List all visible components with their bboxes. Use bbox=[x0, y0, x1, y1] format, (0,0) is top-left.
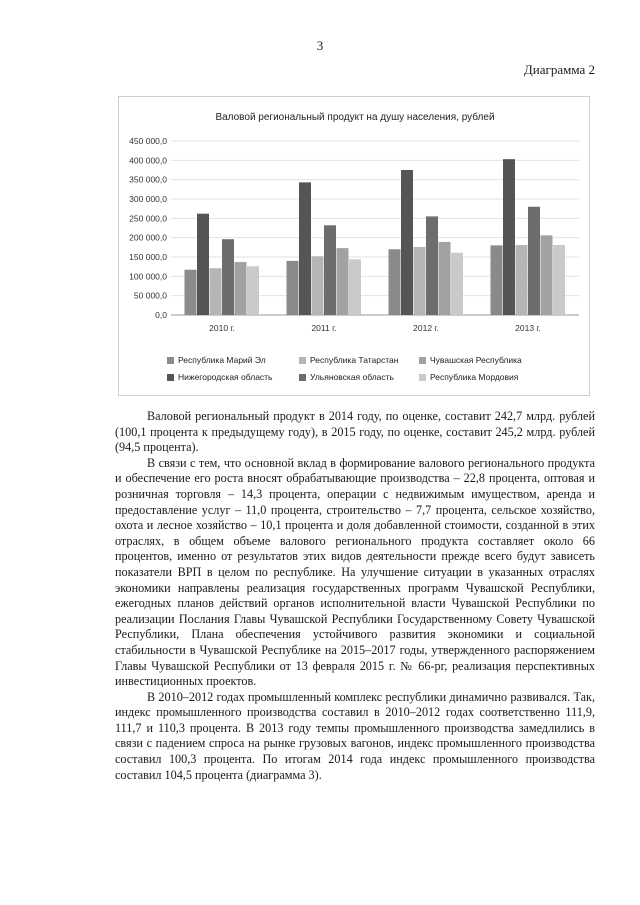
x-axis-ticks bbox=[209, 323, 541, 333]
y-axis-ticks bbox=[129, 136, 167, 320]
bar bbox=[324, 225, 336, 315]
legend-swatch bbox=[299, 357, 306, 364]
bar bbox=[299, 182, 311, 315]
y-tick-label: 200 000,0 bbox=[129, 232, 167, 243]
y-tick-label: 50 000,0 bbox=[133, 290, 167, 301]
legend-swatch bbox=[419, 357, 426, 364]
bar bbox=[235, 262, 247, 315]
diagram-label: Диаграмма 2 bbox=[523, 62, 595, 77]
bar bbox=[337, 248, 349, 315]
x-tick-label: 2012 г. bbox=[413, 323, 439, 333]
bar bbox=[287, 261, 299, 315]
paragraph: Валовой региональный продукт в 2014 году, по оценке, составит 242,7 млрд. рублей (100,1 процента к предыдущему году), в 2015 году, по оценке, составит 245,2 млрд. рублей (94,5 процента). bbox=[115, 409, 595, 455]
bar bbox=[247, 266, 259, 315]
y-tick-label: 350 000,0 bbox=[129, 174, 167, 185]
legend-label: Республика Татарстан bbox=[310, 355, 399, 365]
y-tick-label: 150 000,0 bbox=[129, 252, 167, 262]
bar bbox=[197, 214, 209, 315]
chart-legend bbox=[167, 355, 577, 382]
legend-item bbox=[299, 372, 419, 382]
bar bbox=[389, 249, 401, 315]
bar bbox=[312, 256, 324, 315]
legend-label: Республика Марий Эл bbox=[178, 355, 266, 365]
bar bbox=[222, 239, 234, 315]
bar bbox=[516, 245, 528, 315]
chart-container bbox=[118, 96, 590, 396]
bar bbox=[210, 268, 222, 315]
paragraph: В 2010–2012 годах промышленный комплекс республики динамично развивался. Так, индекс промышленного производства составил в 2010–2012 годах соответственно 111,9, 111,7 и 110,3 процента. В 2013 году темпы промышленного производства замедлились в связи с падением спроса на рынке грузовых вагонов, индекс промышленного производства составил 100,3 процента. По итогам 2014 года индекс промышленного производства составил 104,5 процента (диаграмма 3). bbox=[115, 689, 595, 782]
legend-swatch bbox=[167, 357, 174, 364]
legend-item bbox=[167, 355, 299, 365]
bar bbox=[426, 216, 438, 315]
legend-swatch bbox=[419, 374, 426, 381]
y-tick-label: 100 000,0 bbox=[129, 271, 167, 282]
bar-chart bbox=[119, 97, 591, 397]
y-tick-label: 450 000,0 bbox=[129, 136, 167, 146]
legend-label: Республика Мордовия bbox=[430, 372, 519, 382]
bar bbox=[401, 170, 413, 315]
bar bbox=[185, 270, 197, 315]
bar bbox=[349, 259, 361, 315]
bar bbox=[541, 235, 553, 315]
y-tick-label: 0,0 bbox=[155, 310, 167, 320]
bar bbox=[439, 242, 451, 315]
bar bbox=[503, 159, 515, 315]
legend-item bbox=[419, 372, 569, 382]
paragraph: В связи с тем, что основной вклад в формирование валового регионального продукта и обеспечение его роста вносят обрабатывающие производства – 22,8 процента, оптовая и розничная торговля – 14,3 процента, операции с недвижимым имуществом, аренда и предоставление услуг – 11,0 процента, строительство – 7,7 процента, сельское хозяйство, охота и лесное хозяйство – 10,1 процента и доля добавленной стоимости, созданной в этих отраслях, в общем объеме валового регионального продукта составляет около 66 процентов, именно от результатов этих видов деятельности прежде всего будут зависеть показатели ВРП в целом по республике. На улучшение ситуации в указанных отраслях экономики направлены реализация государственных программ Чувашской Республики, ежегодных планов действий органов исполнительной власти Чувашской Республики по реализации Послания Главы Чувашской Республики Государственному Совету Чувашской Республики, Плана обеспечения устойчивого развития экономики и социальной стабильности в Чувашской Республике на 2015–2017 годы, утвержденного распоряжением Главы Чувашской Республики от 13 февраля 2015 г. № 66-рг, реализация перспективных инвестиционных проектов. bbox=[115, 455, 595, 689]
y-tick-label: 400 000,0 bbox=[129, 155, 167, 166]
legend-item bbox=[167, 372, 299, 382]
bar bbox=[451, 253, 463, 315]
legend-label: Ульяновская область bbox=[310, 372, 394, 382]
body-text bbox=[115, 409, 595, 783]
x-tick-label: 2011 г. bbox=[311, 323, 337, 333]
y-tick-label: 300 000,0 bbox=[129, 194, 167, 204]
chart-title: Валовой региональный продукт на душу населения, рублей bbox=[215, 112, 495, 123]
page-number: 3 bbox=[316, 38, 324, 53]
bar bbox=[528, 207, 540, 315]
legend-swatch bbox=[299, 374, 306, 381]
bar bbox=[553, 245, 565, 315]
legend-item bbox=[299, 355, 419, 365]
legend-swatch bbox=[167, 374, 174, 381]
legend-label: Нижегородская область bbox=[178, 372, 273, 382]
legend-item bbox=[419, 355, 569, 365]
x-tick-label: 2013 г. bbox=[515, 323, 541, 333]
bar bbox=[491, 245, 503, 315]
legend-label: Чувашская Республика bbox=[430, 355, 522, 365]
bar bbox=[414, 247, 426, 315]
y-tick-label: 250 000,0 bbox=[129, 213, 167, 224]
bar-marks bbox=[185, 159, 566, 315]
x-tick-label: 2010 г. bbox=[209, 323, 235, 333]
